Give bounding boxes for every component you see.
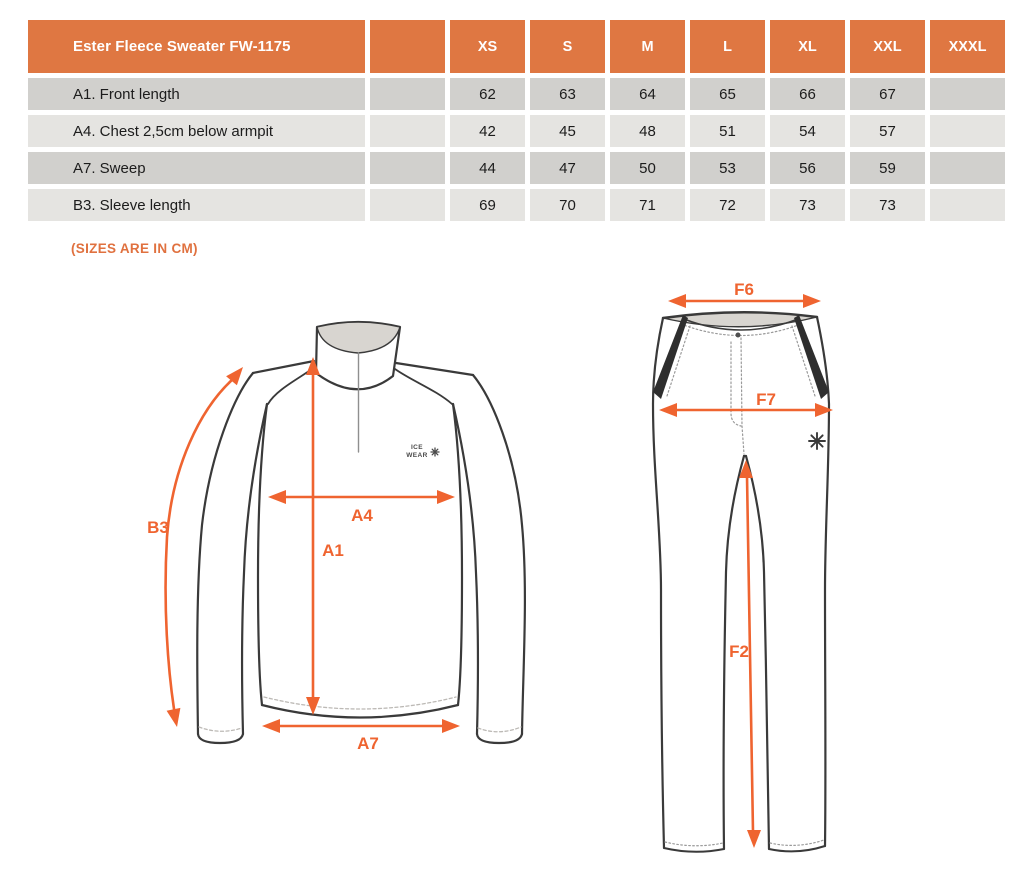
left-cuff [198,734,243,743]
table-row [28,189,1005,221]
value-cell: 70 [530,189,605,221]
right-cuff-stitching [478,727,521,732]
sweater-measurement-diagram [140,297,540,765]
value-cell: 47 [530,152,605,184]
value-cell: 45 [530,115,605,147]
snowflake-icon [431,448,439,456]
value-cell: 73 [850,189,925,221]
size-header-xl: XL [770,20,845,73]
value-cell [930,189,1005,221]
value-cell: 71 [610,189,685,221]
left-outer-seam [653,318,664,848]
size-header-xxxl: XXXL [930,20,1005,73]
sizes-unit-note: (SIZES ARE IN CM) [71,241,198,256]
left-shoulder-seam [253,361,314,373]
size-header-m: M [610,20,685,73]
left-cuff-stitching [199,727,242,731]
value-cell: 53 [690,152,765,184]
value-cell: 44 [450,152,525,184]
label-F2: F2 [729,642,749,661]
measurement-label: A7. Sweep [28,152,365,184]
value-cell: 63 [530,78,605,110]
left-hem-stitching [665,842,723,846]
value-cell [930,78,1005,110]
right-sleeve-inner [453,404,478,734]
measurement-label: B3. Sleeve length [28,189,365,221]
size-header-xs: XS [450,20,525,73]
spacer-cell [370,189,445,221]
hem [262,705,458,718]
size-chart-table [23,15,1010,226]
value-cell: 54 [770,115,845,147]
spacer-cell [370,152,445,184]
body-left-edge [258,404,267,705]
value-cell: 57 [850,115,925,147]
label-F6: F6 [734,280,754,299]
measurement-arrows [659,294,833,848]
value-cell: 56 [770,152,845,184]
right-cuff [477,734,522,743]
label-A4: A4 [351,506,373,525]
pants-outline [653,312,829,852]
snowflake-icon [809,433,825,449]
hem-stitching [264,697,456,709]
spacer-cell [370,115,445,147]
value-cell [930,115,1005,147]
label-A7: A7 [357,734,379,753]
measurement-arrows [166,357,460,733]
value-cell: 73 [770,189,845,221]
size-header-s: S [530,20,605,73]
value-cell: 62 [450,78,525,110]
logo-text-wear: WEAR [406,452,428,459]
right-raglan-seam [395,369,452,404]
table-row [28,152,1005,184]
right-hem [769,846,825,851]
value-cell: 59 [850,152,925,184]
right-shoulder-seam [396,363,473,375]
center-front-seam [741,338,744,454]
pants-measurement-diagram [620,280,860,880]
size-header-xxl: XXL [850,20,925,73]
waist-button [736,333,741,338]
value-cell: 66 [770,78,845,110]
left-hem [664,848,724,852]
label-A1: A1 [322,541,344,560]
value-cell: 48 [610,115,685,147]
value-cell: 51 [690,115,765,147]
product-title: Ester Fleece Sweater FW-1175 [28,20,365,73]
sweater-outline [197,322,525,743]
table-header-row [28,20,1005,73]
right-sleeve-outer [473,375,525,734]
value-cell: 69 [450,189,525,221]
label-B3: B3 [147,518,169,537]
arrow-B3 [166,379,233,709]
spacer-header-cell [370,20,445,73]
spacer-cell [370,78,445,110]
logo-text-ice: ICE [410,444,424,451]
value-cell: 50 [610,152,685,184]
label-F7: F7 [756,390,776,409]
value-cell: 65 [690,78,765,110]
table-row [28,115,1005,147]
value-cell: 67 [850,78,925,110]
fly-stitching [731,342,741,426]
measurement-label: A1. Front length [28,78,365,110]
table-row [28,78,1005,110]
value-cell: 64 [610,78,685,110]
size-header-l: L [690,20,765,73]
right-hem-stitching [770,840,824,845]
left-pocket-opening [653,315,688,399]
value-cell: 42 [450,115,525,147]
icewear-logo [406,444,439,459]
value-cell [930,152,1005,184]
measurement-label: A4. Chest 2,5cm below armpit [28,115,365,147]
body-right-edge [453,404,462,705]
left-sleeve-inner [242,404,267,734]
value-cell: 72 [690,189,765,221]
